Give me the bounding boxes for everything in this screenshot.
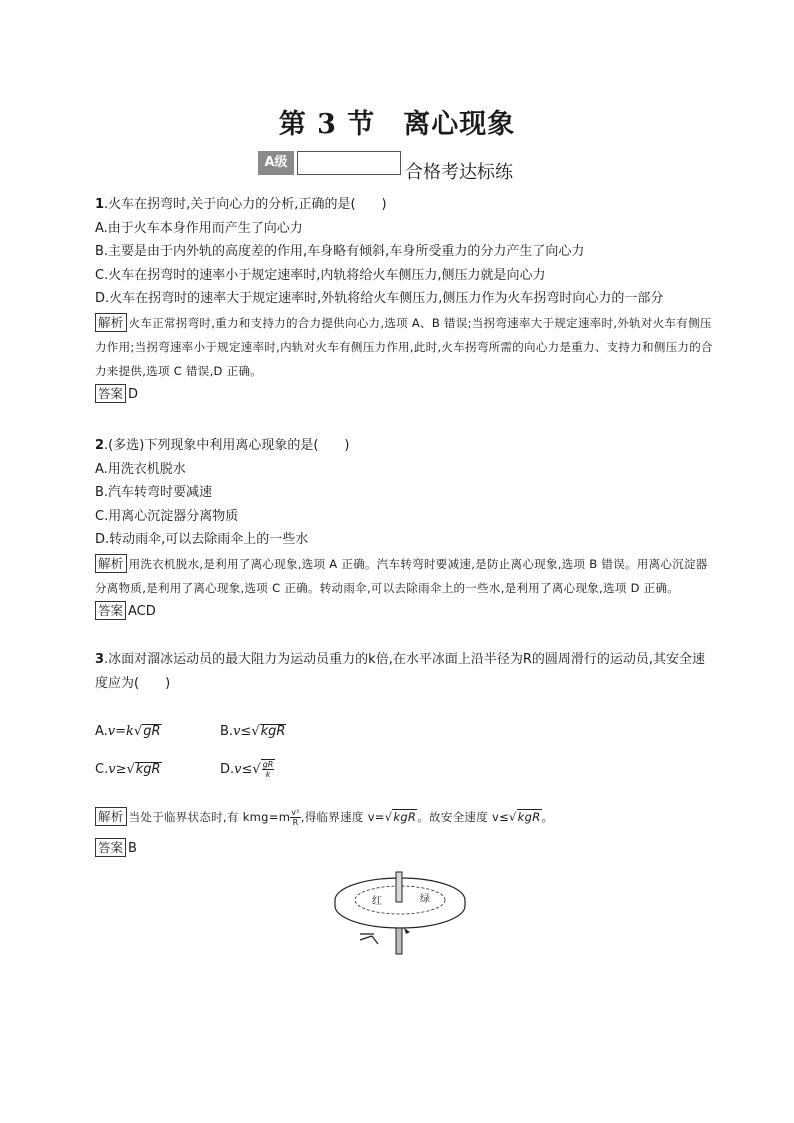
option-a: A.v=k√gR xyxy=(95,724,161,739)
question-3-options xyxy=(95,720,715,781)
explanation: 解析 火车正常拐弯时,重力和支持力的合力提供向心力,选项 A、B 错误;当拐弯速率大于规定速率时,外轨对火车有侧压力作用;当拐弯速率小于规定速率时,内轨对火车有侧压力作用,此时,火车拐弯所需的向心力是重力、支持力和侧压力的合力来提供,选项 C 错误,D 正确。 xyxy=(95,314,713,378)
hand-icon xyxy=(360,934,378,944)
label-red: 红 xyxy=(372,896,382,907)
label-green: 绿 xyxy=(420,894,430,905)
disk-edge xyxy=(335,900,465,928)
option-d: D.火车在拐弯时的速率大于规定速率时,外轨将给火车侧压力,侧压力作为火车拐弯时向心力的一部分 xyxy=(95,291,664,306)
answer: 答案 B xyxy=(95,837,715,861)
arrow-icon xyxy=(404,928,410,934)
question-stem: 2.(多选)下列现象中利用离心现象的是( ) xyxy=(95,438,350,453)
explanation: 解析 用洗衣机脱水,是利用了离心现象,选项 A 正确。汽车转弯时要减速,是防止离心现象,选项 B 错误。用离心沉淀器分离物质,是利用了离心现象,选项 C 正确。转动雨伞,可以去除雨伞上的一些水,是利用了离心现象,选项 D 正确。 xyxy=(95,555,708,595)
page-title: 第 3 节 离心现象 xyxy=(278,109,516,140)
fraction: $\frac{\text{v²}}{R}$ xyxy=(291,808,300,827)
option-d: D.转动雨伞,可以去除雨伞上的一些水 xyxy=(95,532,309,547)
level-label: 合格考达标练 xyxy=(405,162,513,183)
option-c: C.v≥√kgR xyxy=(95,761,161,777)
option-a: A.由于火车本身作用而产生了向心力 xyxy=(95,220,303,236)
question-3 xyxy=(95,648,715,695)
explanation-tag: 解析 xyxy=(95,313,127,332)
options-row xyxy=(95,758,715,782)
level-blank-box xyxy=(297,151,401,175)
question-number: 1 xyxy=(95,197,105,212)
answer-tag: 答案 xyxy=(95,838,126,857)
level-tag: A级 xyxy=(258,151,294,175)
question-number: 2 xyxy=(95,438,105,453)
option-c: C.火车在拐弯时的速率小于规定速率时,内轨将给火车侧压力,侧压力就是向心力 xyxy=(95,267,546,283)
explanation-tag: 解析 xyxy=(95,807,127,826)
option-a: A.用洗衣机脱水 xyxy=(95,461,186,477)
question-3-solution xyxy=(95,805,715,861)
answer-tag: 答案 xyxy=(95,601,126,620)
question-2 xyxy=(95,434,715,623)
disk-figure xyxy=(330,870,470,955)
question-stem: 1.火车在拐弯时,关于向心力的分析,正确的是( ) xyxy=(95,197,387,212)
option-b: B.汽车转弯时要减速 xyxy=(95,485,213,500)
axle-top xyxy=(396,872,402,902)
axle-bottom xyxy=(396,928,402,954)
answer: 答案 D xyxy=(95,383,715,407)
option-c: C.用离心沉淀器分离物质 xyxy=(95,508,239,524)
option-b: B.v≤√kgR xyxy=(220,724,286,739)
options-row xyxy=(95,720,715,744)
question-stem: 3.冰面对溜冰运动员的最大阻力为运动员重力的k倍,在水平冰面上沿半径为R的圆周滑行的运动员,其安全速度应为( ) xyxy=(95,652,706,691)
question-1 xyxy=(95,193,715,406)
answer: 答案 ACD xyxy=(95,600,715,624)
question-number: 3 xyxy=(95,652,105,667)
explanation-tag: 解析 xyxy=(95,554,127,573)
explanation: 解析 当处于临界状态时,有 kmg=m $\frac{\text{v²}}{R}$ ,得临界速度 v=√kgR。故安全速度 v≤√kgR。 xyxy=(95,805,715,829)
answer-tag: 答案 xyxy=(95,384,126,403)
option-b: B.主要是由于内外轨的高度差的作用,车身略有倾斜,车身所受重力的分力产生了向心力 xyxy=(95,244,585,259)
option-d: D.v≤√ $\frac{gR}{k}$ xyxy=(220,759,274,779)
